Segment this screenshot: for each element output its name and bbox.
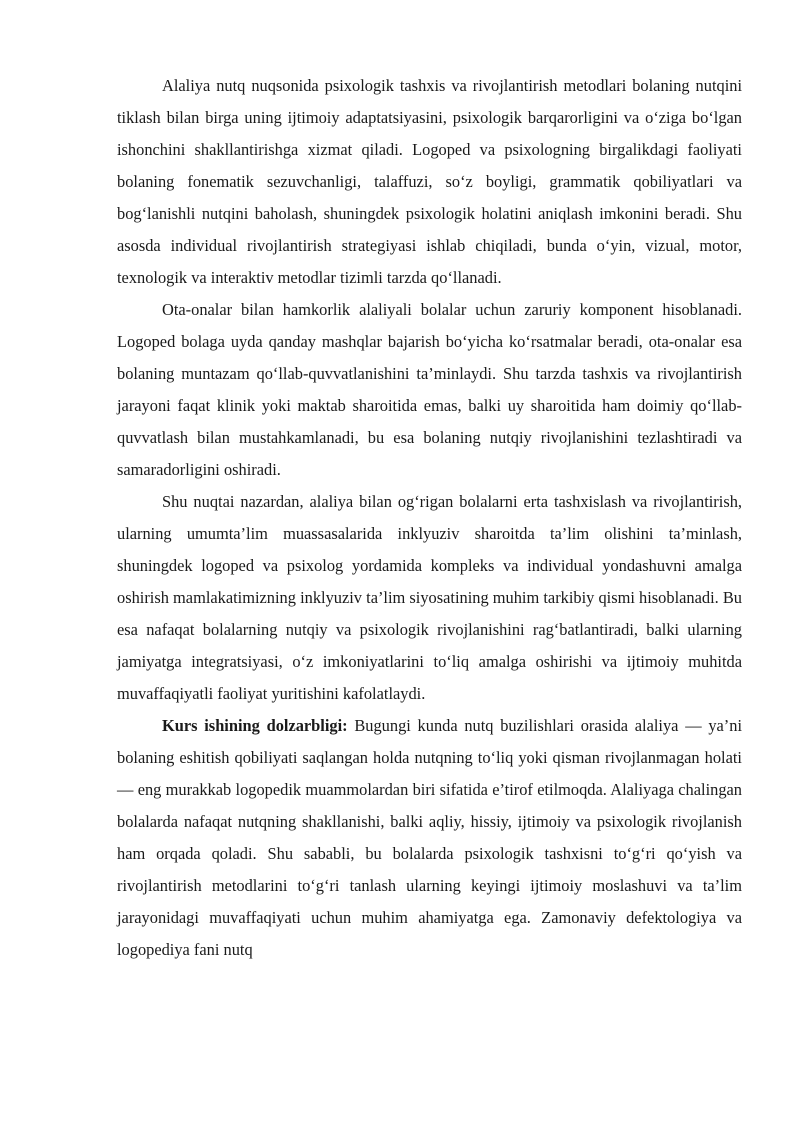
document-page [117,70,742,966]
paragraph-text: Alaliya nutq nuqsonida psixologik tashxis va rivojlantirish metodlari bolaning nutqini tiklash bilan birga uning ijtimoiy adaptatsiyasini, psixologik barqarorligini va o‘ziga bo‘lgan ishonchini shakllantirishga xizmat qiladi. Logoped va psixologning birgalikdagi faoliyati bolaning fonematik sezuvchanligi, talaffuzi, so‘z boyligi, grammatik qobiliyatlari va bog‘lanishli nutqini baholash, shuningdek psixologik holatini aniqlash imkonini beradi. Shu asosda individual rivojlantirish strategiyasi ishlab chiqiladi, bunda o‘yin, vizual, motor, texnologik va interaktiv metodlar tizimli tarzda qo‘llanadi. [117,76,742,287]
paragraph-text: Ota-onalar bilan hamkorlik alaliyali bolalar uchun zaruriy komponent hisoblanadi. Logoped bolaga uyda qanday mashqlar bajarish bo‘yicha ko‘rsatmalar beradi, ota-onalar esa bolaning muntazam qo‘llab-quvvatlanishini ta’minlaydi. Shu tarzda tashxis va rivojlantirish jarayoni faqat klinik yoki maktab sharoitida emas, balki uy sharoitida ham doimiy qo‘llab-quvvatlash bilan mustahkamlanadi, bu esa bolaning nutqiy rivojlanishini tezlashtiradi va samaradorligini oshiradi. [117,300,742,479]
paragraph-relevance [117,710,742,966]
paragraph-text: Bugungi kunda nutq buzilishlari orasida alaliya — ya’ni bolaning eshitish qobiliyati saqlangan holda nutqning to‘liq yoki qisman rivojlanmagan holati — eng murakkab logopedik muammolardan biri sifatida e’tirof etilmoqda. Alaliyaga chalingan bolalarda nafaqat nutqning shakllanishi, balki aqliy, hissiy, ijtimoiy va psixologik rivojlanish ham orqada qoladi. Shu sababli, bu bolalarda psixologik tashxisni to‘g‘ri qo‘yish va rivojlantirish metodlarini to‘g‘ri tanlash ularning keyingi ijtimoiy moslashuvi va ta’lim jarayonidagi muvaffaqiyati uchun muhim ahamiyatga ega. Zamonaviy defektologiya va logopediya fani nutq [117,716,743,959]
paragraph-parents-cooperation [117,294,742,486]
paragraph-text: Shu nuqtai nazardan, alaliya bilan og‘rigan bolalarni erta tashxislash va rivojlantirish, ularning umumta’lim muassasalarida inklyuziv sharoitda ta’lim olishini ta’minlash, shuningdek logoped va psixolog yordamida kompleks va individual yondashuvni amalga oshirish mamlakatimizning inklyuziv ta’lim siyosatining muhim tarkibiy qismi hisoblanadi. Bu esa nafaqat bolalarning nutqiy va psixologik rivojlanishini rag‘batlantiradi, balki ularning jamiyatga integratsiyasi, o‘z imkoniyatlarini to‘liq amalga oshirishi va ijtimoiy muhitda muvaffaqiyatli faoliyat yuritishini kafolatlaydi. [117,492,742,703]
section-lead-heading: Kurs ishining dolzarbligi: [162,716,348,735]
paragraph-inclusive-policy [117,486,742,710]
paragraph-diagnostics [117,70,742,294]
